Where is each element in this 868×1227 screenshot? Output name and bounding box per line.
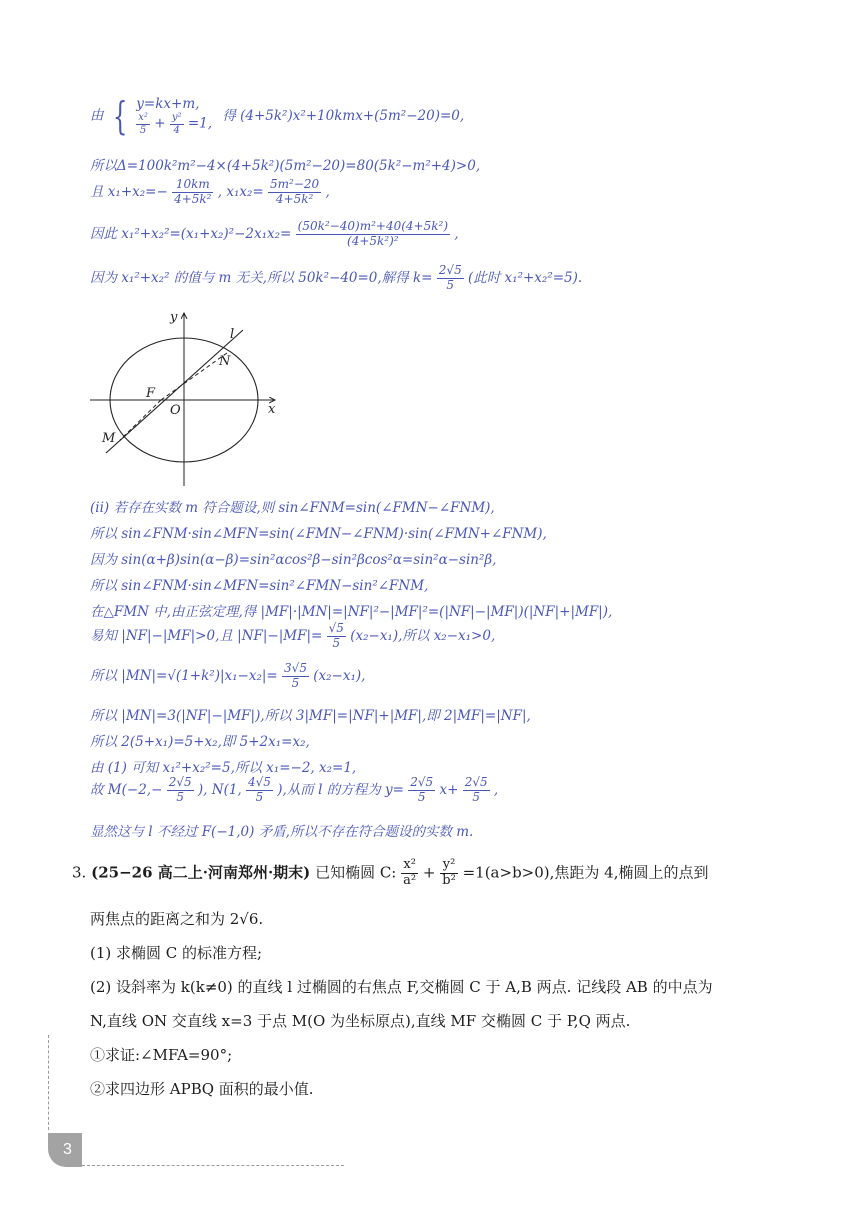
question-2-part-2: ②求四边形 APBQ 面积的最小值. [90,1080,314,1098]
question-1: (1) 求椭圆 C 的标准方程; [90,944,263,962]
problem-source: (25−26 高二上·河南郑州·期末) [91,863,311,882]
frac-k: $\frac{2√5}{5}$ [438,263,462,292]
ii-line-4: 所以 sin∠FNM·sin∠MFN=sin²∠FMN−sin²∠FNM, [90,578,429,594]
frac-x2-over-a2: $\frac{\text{x²}}{\text{a²}}$ [403,857,417,888]
ii-line-5: 在△FMN 中,由正弦定理,得 |MF|·|MN|=|NF|²−|MF|²=(|NF|−|MF|)(|NF|+|MF|), [90,604,613,620]
ii-line-2: 所以 sin∠FNM·sin∠MFN=sin(∠FMN−∠FNM)·sin(∠FMN+∠FNM), [90,526,547,542]
frac-sqrt5-over-5: $\frac{√5}{5}$ [328,621,344,650]
ii-line-10: 由 (1) 可知 x₁²+x₂²=5,所以 x₁=−2, x₂=1, [90,760,357,776]
question-2-part-1: ①求证:∠MFA=90°; [90,1046,233,1064]
label-y: y [170,310,178,325]
label-x: x [268,402,276,417]
problem-stem-line-2: 两焦点的距离之和为 2√6. [90,910,264,928]
vieta-line: 且 x₁+x₂=− $\frac{10km}{\text{4+5k²}}$ , x₁x₂= $\frac{\text{5m²−20}}{\text{4+5k²}}$ , [90,177,330,206]
sys-result: 得 (4+5k²)x²+10kmx+(5m²−20)=0, [222,107,465,124]
frac-sum: $\frac{10km}{\text{4+5k²}}$ [174,177,212,206]
label-F: F [146,386,156,401]
segment-FN [161,353,227,400]
ii-line-11: 故 M(−2,− $\frac{2√5}{5}$ ), N(1, $\frac{4√5}{5}$ ),从而 l 的方程为 y= $\frac{2√5}{5}$ x+ $\frac{2√5}{5}$ , [90,775,499,804]
label-N: N [219,354,231,369]
k-value-line: 因为 x₁²+x₂² 的值与 m 无关,所以 50k²−40=0,解得 k= $\frac{2√5}{5}$ (此时 x₁²+x₂²=5). [90,263,583,292]
frac-y2-over-b2: $\frac{\text{y²}}{\text{b²}}$ [442,857,456,888]
sys-eq1: y=kx+m, [136,96,200,112]
problem-number: 3. [72,863,87,882]
segment-FM [120,400,161,440]
ii-line-12: 显然这与 l 不经过 F(−1,0) 矛盾,所以不存在符合题设的实数 m. [90,824,474,840]
ii-line-6: 易知 |NF|−|MF|>0,且 |NF|−|MF|= $\frac{√5}{5}$ (x₂−x₁),所以 x₂−x₁>0, [90,621,496,650]
label-O: O [170,403,181,418]
footer-dashed-line [82,1165,344,1166]
ii-line-8: 所以 |MN|=3(|NF|−|MF|),所以 3|MF|=|NF|+|MF|,即 2|MF|=|NF|, [90,708,531,724]
frac-x2-over-5: $\frac{\text{x²}}{5}$ [138,112,148,136]
line-l [106,330,243,453]
ii-line-7: 所以 |MN|=√(1+k²)|x₁−x₂|= $\frac{3√5}{5}$ (x₂−x₁), [90,661,366,690]
sys-lead: 由 [90,107,104,124]
ellipse-diagram [90,308,290,488]
delta-line: 所以Δ=100k²m²−4×(4+5k²)(5m²−20)=80(5k²−m²+4)>0, [90,158,481,174]
label-l: l [230,327,235,342]
page-number: 3 [48,1133,82,1167]
ii-line-3: 因为 sin(α+β)sin(α−β)=sin²αcos²β−sin²βcos²α=sin²α−sin²β, [90,552,497,568]
ii-line-9: 所以 2(5+x₁)=5+x₂,即 5+2x₁=x₂, [90,734,310,750]
problem-stem-line-1: 3. (25−26 高二上·河南郑州·期末) 已知椭圆 C: $\frac{\text{x²}}{\text{a²}}$ + $\frac{\text{y²}}{\text{b²}}$ =1(a>b>0),焦距为 4,椭圆上的点到 [72,857,709,888]
system-equations: y=kx+m, $\frac{\text{x²}}{5}$ + $\frac{\text{y²}}{4}$ =1, [136,96,213,136]
system-line [90,94,465,139]
frac-square-sum: $\frac{\text{(50k²−40)m²+40(4+5k²)}}{\text{(4+5k²)²}}$ [297,219,448,248]
question-2-line-2: N,直线 ON 交直线 x=3 于点 M(O 为坐标原点),直线 MF 交椭圆 C 于 P,Q 两点. [90,1012,631,1030]
margin-dashed-line [48,1035,49,1130]
question-2-line-1: (2) 设斜率为 k(k≠0) 的直线 l 过椭圆的右焦点 F,交椭圆 C 于 A,B 两点. 记线段 AB 的中点为 [90,978,713,996]
frac-3sqrt5-over-5: $\frac{3√5}{5}$ [284,661,307,690]
frac-product: $\frac{\text{5m²−20}}{\text{4+5k²}}$ [270,177,320,206]
ii-line-1: (ii) 若存在实数 m 符合题设,则 sin∠FNM=sin(∠FMN−∠FNM), [90,500,495,516]
frac-y2-over-4: $\frac{\text{y²}}{4}$ [171,112,182,136]
label-M: M [102,431,116,446]
system-brace: { [112,94,128,139]
square-sum-line: 因此 x₁²+x₂²=(x₁+x₂)²−2x₁x₂= $\frac{\text{(50k²−40)m²+40(4+5k²)}}{\text{(4+5k²)²}}$ , [90,219,459,248]
